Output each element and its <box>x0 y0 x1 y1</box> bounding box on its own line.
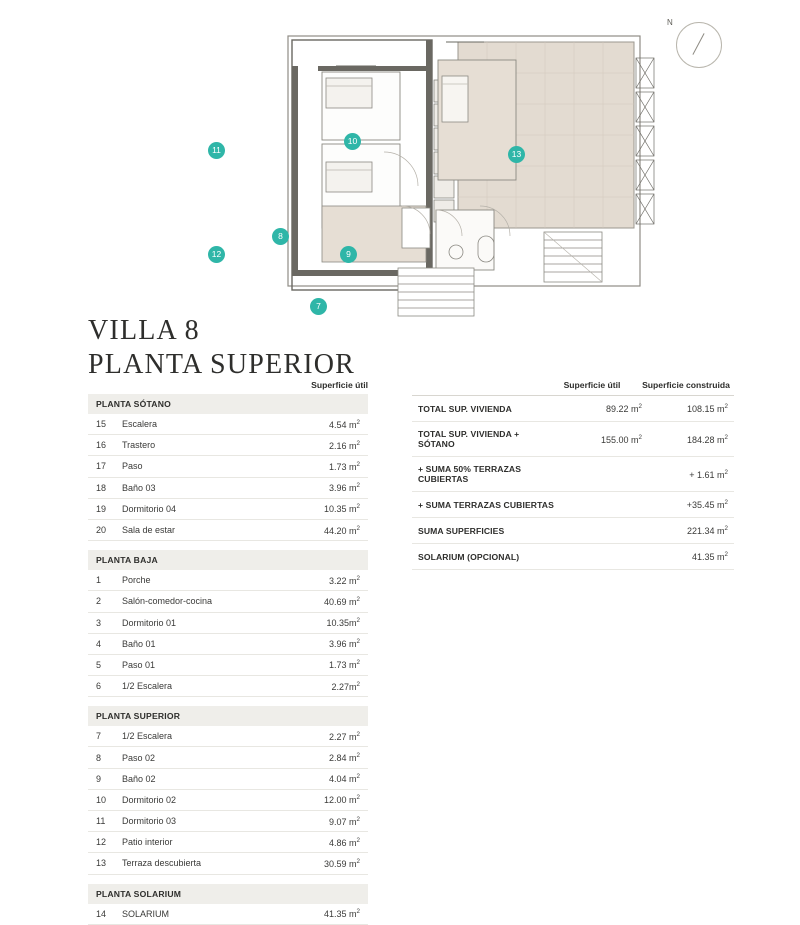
left-table-header <box>88 380 368 394</box>
table-row <box>88 726 368 747</box>
table-row <box>88 769 368 790</box>
section-header: PLANTA SOLARIUM <box>88 884 368 904</box>
row-number: 19 <box>96 503 107 514</box>
row-number: 18 <box>96 482 107 493</box>
summary-util-value: 155.00 $m^2$ <box>601 433 642 445</box>
summary-label: SUMA SUPERFICIES <box>418 525 505 536</box>
summary-values <box>556 551 728 562</box>
summary-row <box>412 396 734 422</box>
row-number: 17 <box>96 461 107 472</box>
summary-label: + SUMA 50% TERRAZAS CUBIERTAS <box>418 464 522 484</box>
row-label: 1/2 Escalera <box>122 731 173 742</box>
room-badge-7: 7 <box>310 298 327 315</box>
table-row <box>88 478 368 499</box>
row-number: 16 <box>96 440 107 451</box>
table-row <box>88 591 368 612</box>
right-header-superficie-util: Superficie útil <box>563 380 621 390</box>
page-title <box>88 314 355 382</box>
summary-construida-value: 41.35 $m^2$ <box>692 551 728 562</box>
table-row <box>88 790 368 811</box>
row-area-value: 4.54 $m^2$ <box>329 418 360 430</box>
table-row <box>88 414 368 435</box>
row-label: Dormitorio 03 <box>122 816 177 827</box>
row-number: 12 <box>96 837 107 848</box>
table-row <box>88 811 368 832</box>
row-label: Paso 02 <box>122 752 156 763</box>
row-number: 14 <box>96 908 107 919</box>
row-area-value: 3.96 $m^2$ <box>329 638 360 650</box>
row-number: 13 <box>96 858 107 869</box>
row-area-value: 2.16 $m^2$ <box>329 439 360 451</box>
summary-construida-value: + 1.61 $m^2$ <box>689 468 728 480</box>
row-area-value: 4.04 $m^2$ <box>329 773 360 785</box>
summary-values <box>556 525 728 536</box>
row-label: Paso 01 <box>122 659 156 670</box>
room-badge-11: 11 <box>208 142 225 159</box>
row-label: 1/2 Escalera <box>122 681 173 692</box>
summary-values <box>556 434 728 445</box>
table-row <box>88 613 368 634</box>
row-label: Dormitorio 02 <box>122 794 177 805</box>
summary-construida-value: +35.45 $m^2$ <box>686 499 728 510</box>
section-header: PLANTA BAJA <box>88 550 368 570</box>
row-area-value: 10.35 $m^2$ <box>324 503 360 515</box>
compass-north-label: N <box>667 18 674 27</box>
right-table-header <box>412 380 734 395</box>
summary-values <box>556 403 728 414</box>
summary-row <box>412 492 734 518</box>
row-number: 11 <box>96 816 106 827</box>
room-badge-12: 12 <box>208 246 225 263</box>
row-area-value: 4.86 $m^2$ <box>329 836 360 848</box>
row-number: 15 <box>96 419 107 430</box>
table-row <box>88 435 368 456</box>
row-area-value: 30.59 $m^2$ <box>324 857 360 869</box>
summary-construida-value: 108.15 $m^2$ <box>687 403 728 414</box>
title-line-1: VILLA 8 <box>88 315 200 346</box>
row-number: 8 <box>96 752 102 763</box>
room-badge-8: 8 <box>272 228 289 245</box>
row-label: Salón-comedor-cocina <box>122 596 213 607</box>
row-area-value: $2.27m^2$ <box>331 680 360 692</box>
row-label: SOLARIUM <box>122 908 170 919</box>
row-number: 6 <box>96 681 102 692</box>
table-row <box>88 456 368 477</box>
section-header: PLANTA SUPERIOR <box>88 706 368 726</box>
row-number: 2 <box>96 596 102 607</box>
row-number: 7 <box>96 731 102 742</box>
table-row <box>88 853 368 874</box>
summary-values <box>556 499 728 510</box>
row-area-value: 40.69 $m^2$ <box>324 595 360 607</box>
row-label: Dormitorio 01 <box>122 617 177 628</box>
surfaces-table-left <box>88 380 368 925</box>
row-area-value: 3.22 $m^2$ <box>329 574 360 586</box>
row-label: Baño 01 <box>122 638 156 649</box>
row-area-value: 1.73 $m^2$ <box>329 460 360 472</box>
summary-util-value: 89.22 $m^2$ <box>606 403 642 414</box>
title-line-2: PLANTA SUPERIOR <box>88 349 356 381</box>
table-row <box>88 570 368 591</box>
row-number: 1 <box>96 575 102 586</box>
row-area-value: $10.35m^2$ <box>326 617 360 629</box>
row-label: Baño 03 <box>122 482 156 493</box>
summary-label: TOTAL SUP. VIVIENDA <box>418 403 512 414</box>
table-row <box>88 520 368 541</box>
right-header-superficie-construida: Superficie construida <box>642 380 730 390</box>
room-badge-13: 13 <box>508 146 525 163</box>
row-number: 4 <box>96 638 102 649</box>
row-label: Terraza descubierta <box>122 858 202 869</box>
row-area-value: 9.07 $m^2$ <box>329 815 360 827</box>
row-label: Paso <box>122 461 143 472</box>
section-header: PLANTA SÓTANO <box>88 394 368 414</box>
row-area-value: 1.73 $m^2$ <box>329 659 360 671</box>
row-label: Sala de estar <box>122 525 176 536</box>
row-area-value: 3.96 $m^2$ <box>329 482 360 494</box>
row-number: 20 <box>96 525 107 536</box>
row-label: Patio interior <box>122 837 173 848</box>
surfaces-table-right <box>412 380 734 570</box>
summary-row <box>412 422 734 457</box>
row-area-value: 12.00 $m^2$ <box>324 794 360 806</box>
row-area-value: 2.27 $m^2$ <box>329 730 360 742</box>
floorplan-svg <box>140 20 680 320</box>
room-badge-10: 10 <box>344 133 361 150</box>
row-number: 10 <box>96 794 107 805</box>
table-row <box>88 676 368 697</box>
table-row <box>88 499 368 520</box>
row-area-value: 41.35 $m^2$ <box>324 908 360 920</box>
summary-construida-value: 184.28 $m^2$ <box>687 433 728 445</box>
row-number: 9 <box>96 773 102 784</box>
summary-values <box>556 469 728 480</box>
table-row <box>88 655 368 676</box>
row-label: Trastero <box>122 440 156 451</box>
summary-label: SOLARIUM (OPCIONAL) <box>418 551 520 562</box>
table-row <box>88 832 368 853</box>
summary-construida-value: 221.34 $m^2$ <box>687 525 728 536</box>
summary-row <box>412 518 734 544</box>
row-label: Escalera <box>122 419 158 430</box>
room-badge-9: 9 <box>340 246 357 263</box>
table-row <box>88 747 368 768</box>
row-label: Dormitorio 04 <box>122 503 177 514</box>
table-row <box>88 904 368 925</box>
floorplan-drawing <box>140 20 680 320</box>
left-header-superficie-util: Superficie útil <box>311 380 368 390</box>
compass-rose <box>667 18 722 68</box>
row-area-value: 2.84 $m^2$ <box>329 752 360 764</box>
summary-label: + SUMA TERRAZAS CUBIERTAS <box>418 499 554 510</box>
row-label: Baño 02 <box>122 773 156 784</box>
summary-label: TOTAL SUP. VIVIENDA + SÓTANO <box>418 429 520 449</box>
right-table-rows <box>412 395 734 570</box>
compass-circle <box>676 22 722 68</box>
summary-row <box>412 544 734 570</box>
left-table-sections <box>88 394 368 925</box>
summary-row <box>412 457 734 492</box>
row-number: 5 <box>96 659 102 670</box>
row-area-value: 44.20 $m^2$ <box>324 524 360 536</box>
row-label: Porche <box>122 575 151 586</box>
table-row <box>88 634 368 655</box>
row-number: 3 <box>96 617 102 628</box>
